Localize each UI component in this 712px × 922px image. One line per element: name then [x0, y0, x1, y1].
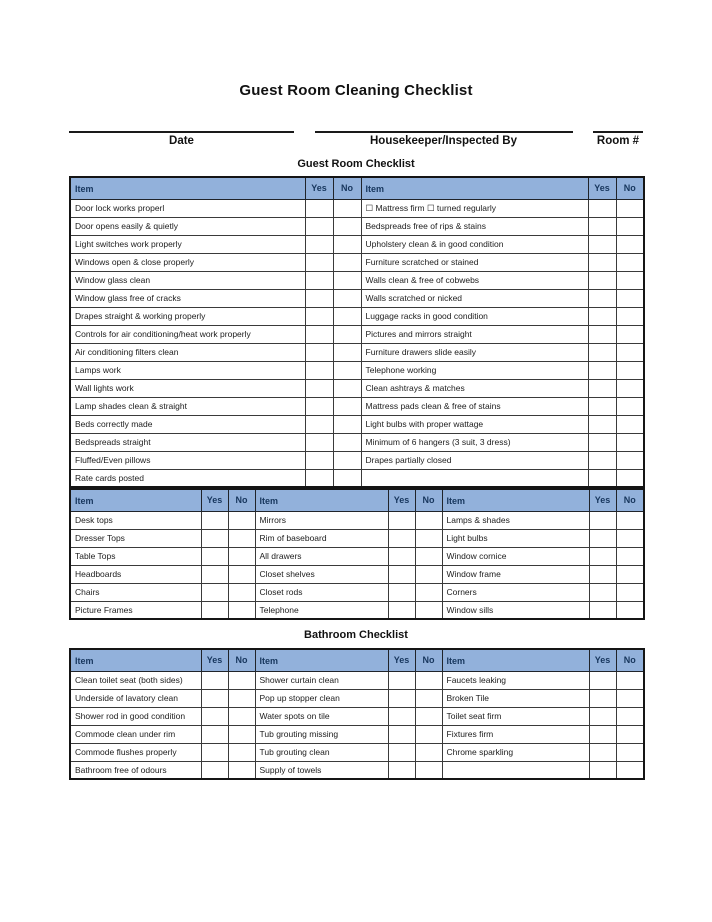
item-cell: Controls for air conditioning/heat work properly [70, 325, 305, 343]
table-header-row [70, 177, 644, 199]
item-cell: Supply of towels [255, 761, 388, 779]
no-checkbox-cell[interactable] [616, 217, 644, 235]
item-cell: Desk tops [70, 511, 201, 529]
table-row [70, 743, 644, 761]
no-checkbox-cell[interactable] [415, 689, 442, 707]
item-cell: Table Tops [70, 547, 201, 565]
no-checkbox-cell[interactable] [616, 343, 644, 361]
no-checkbox-cell[interactable] [333, 451, 361, 469]
yes-checkbox-cell[interactable] [201, 529, 228, 547]
no-checkbox-cell[interactable] [228, 583, 255, 601]
item-cell: Upholstery clean & in good condition [361, 235, 588, 253]
yes-checkbox-cell[interactable] [588, 307, 616, 325]
no-checkbox-cell[interactable] [228, 547, 255, 565]
item-column-header: Item [442, 489, 589, 511]
no-checkbox-cell[interactable] [616, 601, 644, 619]
bathroom-checklist-table [69, 648, 645, 780]
no-column-header: No [616, 177, 644, 199]
yes-checkbox-cell[interactable] [589, 761, 616, 779]
no-checkbox-cell[interactable] [616, 451, 644, 469]
yes-checkbox-cell[interactable] [388, 583, 415, 601]
item-cell: Corners [442, 583, 589, 601]
no-checkbox-cell[interactable] [616, 397, 644, 415]
table-row [70, 397, 644, 415]
item-cell [442, 761, 589, 779]
item-cell: Mirrors [255, 511, 388, 529]
yes-checkbox-cell[interactable] [201, 565, 228, 583]
item-cell: All drawers [255, 547, 388, 565]
item-cell: Door opens easily & quietly [70, 217, 305, 235]
yes-checkbox-cell[interactable] [388, 689, 415, 707]
room-number-input-line[interactable] [593, 121, 643, 133]
item-column-header: Item [70, 489, 201, 511]
no-checkbox-cell[interactable] [415, 565, 442, 583]
no-column-header: No [415, 489, 442, 511]
yes-column-header: Yes [588, 177, 616, 199]
item-cell: Light bulbs [442, 529, 589, 547]
yes-checkbox-cell[interactable] [589, 547, 616, 565]
no-checkbox-cell[interactable] [333, 433, 361, 451]
no-checkbox-cell[interactable] [415, 583, 442, 601]
no-checkbox-cell[interactable] [333, 361, 361, 379]
item-cell: Headboards [70, 565, 201, 583]
no-checkbox-cell[interactable] [333, 469, 361, 487]
item-cell: Minimum of 6 hangers (3 suit, 3 dress) [361, 433, 588, 451]
item-cell: Walls clean & free of cobwebs [361, 271, 588, 289]
item-cell: Water spots on tile [255, 707, 388, 725]
table-row [70, 343, 644, 361]
housekeeper-field [315, 121, 573, 147]
item-cell: Telephone working [361, 361, 588, 379]
table-header-row [70, 649, 644, 671]
item-cell: Chairs [70, 583, 201, 601]
no-checkbox-cell[interactable] [415, 671, 442, 689]
no-checkbox-cell[interactable] [616, 725, 644, 743]
yes-checkbox-cell[interactable] [588, 289, 616, 307]
item-cell: Lamp shades clean & straight [70, 397, 305, 415]
no-column-header: No [333, 177, 361, 199]
room-number-field [593, 121, 643, 147]
no-checkbox-cell[interactable] [333, 199, 361, 217]
item-cell: Bathroom free of odours [70, 761, 201, 779]
yes-checkbox-cell[interactable] [589, 511, 616, 529]
guest-room-surfaces-table [69, 488, 645, 620]
item-cell: Broken Tile [442, 689, 589, 707]
yes-checkbox-cell[interactable] [201, 725, 228, 743]
no-checkbox-cell[interactable] [333, 271, 361, 289]
item-cell [361, 469, 588, 487]
no-checkbox-cell[interactable] [616, 761, 644, 779]
item-cell: Picture Frames [70, 601, 201, 619]
no-checkbox-cell[interactable] [616, 433, 644, 451]
no-checkbox-cell[interactable] [415, 601, 442, 619]
item-cell: Wall lights work [70, 379, 305, 397]
item-cell: Bedspreads straight [70, 433, 305, 451]
yes-checkbox-cell[interactable] [201, 511, 228, 529]
item-cell: Drapes partially closed [361, 451, 588, 469]
no-checkbox-cell[interactable] [616, 415, 644, 433]
item-cell: Door lock works properl [70, 199, 305, 217]
table-header-row [70, 489, 644, 511]
no-checkbox-cell[interactable] [333, 289, 361, 307]
yes-column-header: Yes [388, 489, 415, 511]
item-cell: Shower curtain clean [255, 671, 388, 689]
item-cell: Pictures and mirrors straight [361, 325, 588, 343]
no-checkbox-cell[interactable] [333, 343, 361, 361]
item-cell: Rate cards posted [70, 469, 305, 487]
yes-checkbox-cell[interactable] [588, 271, 616, 289]
table-row [70, 199, 644, 217]
yes-checkbox-cell[interactable] [305, 397, 333, 415]
yes-checkbox-cell[interactable] [388, 707, 415, 725]
no-checkbox-cell[interactable] [415, 743, 442, 761]
item-cell: Shower rod in good condition [70, 707, 201, 725]
yes-checkbox-cell[interactable] [305, 289, 333, 307]
item-cell: Window sills [442, 601, 589, 619]
no-checkbox-cell[interactable] [228, 601, 255, 619]
item-column-header: Item [255, 649, 388, 671]
no-checkbox-cell[interactable] [415, 511, 442, 529]
no-checkbox-cell[interactable] [616, 671, 644, 689]
item-cell: Furniture drawers slide easily [361, 343, 588, 361]
item-cell: Clean toilet seat (both sides) [70, 671, 201, 689]
yes-checkbox-cell[interactable] [201, 583, 228, 601]
yes-checkbox-cell[interactable] [589, 725, 616, 743]
no-checkbox-cell[interactable] [415, 547, 442, 565]
yes-checkbox-cell[interactable] [201, 707, 228, 725]
table-row [70, 289, 644, 307]
item-cell: Underside of lavatory clean [70, 689, 201, 707]
guest-room-checklist-table [69, 176, 645, 488]
yes-checkbox-cell[interactable] [388, 671, 415, 689]
bathroom-section-title: Bathroom Checklist [304, 629, 408, 641]
yes-checkbox-cell[interactable] [305, 217, 333, 235]
table-row [70, 707, 644, 725]
yes-checkbox-cell[interactable] [588, 379, 616, 397]
item-cell: Window glass free of cracks [70, 289, 305, 307]
yes-checkbox-cell[interactable] [201, 761, 228, 779]
table-row [70, 529, 644, 547]
no-checkbox-cell[interactable] [616, 529, 644, 547]
table-row [70, 379, 644, 397]
no-checkbox-cell[interactable] [415, 529, 442, 547]
table-row [70, 307, 644, 325]
no-checkbox-cell[interactable] [616, 707, 644, 725]
no-column-header: No [228, 649, 255, 671]
yes-checkbox-cell[interactable] [305, 271, 333, 289]
item-cell: ☐ Mattress firm ☐ turned regularly [361, 199, 588, 217]
table-row [70, 235, 644, 253]
item-cell: Fluffed/Even pillows [70, 451, 305, 469]
yes-checkbox-cell[interactable] [305, 325, 333, 343]
yes-checkbox-cell[interactable] [305, 451, 333, 469]
item-cell: Air conditioning filters clean [70, 343, 305, 361]
yes-checkbox-cell[interactable] [201, 671, 228, 689]
item-cell: Lamps work [70, 361, 305, 379]
no-checkbox-cell[interactable] [228, 565, 255, 583]
no-checkbox-cell[interactable] [228, 743, 255, 761]
item-cell: Walls scratched or nicked [361, 289, 588, 307]
item-column-header: Item [361, 177, 588, 199]
yes-checkbox-cell[interactable] [588, 343, 616, 361]
table-row [70, 361, 644, 379]
yes-column-header: Yes [201, 489, 228, 511]
no-checkbox-cell[interactable] [333, 253, 361, 271]
no-checkbox-cell[interactable] [616, 565, 644, 583]
no-checkbox-cell[interactable] [333, 325, 361, 343]
no-checkbox-cell[interactable] [333, 379, 361, 397]
table-row [70, 583, 644, 601]
date-field [69, 121, 294, 147]
no-checkbox-cell[interactable] [616, 271, 644, 289]
table-row [70, 469, 644, 487]
no-checkbox-cell[interactable] [616, 325, 644, 343]
item-cell: Furniture scratched or stained [361, 253, 588, 271]
table-row [70, 325, 644, 343]
item-cell: Telephone [255, 601, 388, 619]
yes-checkbox-cell[interactable] [588, 361, 616, 379]
yes-checkbox-cell[interactable] [388, 565, 415, 583]
item-cell: Light bulbs with proper wattage [361, 415, 588, 433]
housekeeper-label: Housekeeper/Inspected By [369, 135, 517, 147]
item-cell: Faucets leaking [442, 671, 589, 689]
yes-checkbox-cell[interactable] [305, 379, 333, 397]
item-cell: Beds correctly made [70, 415, 305, 433]
item-cell: Bedspreads free of rips & stains [361, 217, 588, 235]
no-checkbox-cell[interactable] [616, 743, 644, 761]
yes-checkbox-cell[interactable] [305, 235, 333, 253]
yes-checkbox-cell[interactable] [588, 199, 616, 217]
yes-checkbox-cell[interactable] [201, 601, 228, 619]
no-checkbox-cell[interactable] [228, 529, 255, 547]
item-cell: Closet rods [255, 583, 388, 601]
item-cell: Mattress pads clean & free of stains [361, 397, 588, 415]
yes-checkbox-cell[interactable] [588, 217, 616, 235]
date-input-line[interactable] [69, 121, 294, 133]
yes-checkbox-cell[interactable] [305, 343, 333, 361]
date-label: Date [169, 135, 194, 147]
no-checkbox-cell[interactable] [228, 707, 255, 725]
no-checkbox-cell[interactable] [228, 761, 255, 779]
item-cell: Dresser Tops [70, 529, 201, 547]
yes-column-header: Yes [201, 649, 228, 671]
page-title: Guest Room Cleaning Checklist [239, 82, 473, 99]
yes-checkbox-cell[interactable] [388, 743, 415, 761]
table-row [70, 511, 644, 529]
item-cell: Luggage racks in good condition [361, 307, 588, 325]
yes-checkbox-cell[interactable] [305, 433, 333, 451]
yes-checkbox-cell[interactable] [588, 325, 616, 343]
no-checkbox-cell[interactable] [415, 707, 442, 725]
no-checkbox-cell[interactable] [333, 415, 361, 433]
yes-checkbox-cell[interactable] [388, 601, 415, 619]
item-cell: Window cornice [442, 547, 589, 565]
no-checkbox-cell[interactable] [616, 253, 644, 271]
no-checkbox-cell[interactable] [228, 689, 255, 707]
table-row [70, 565, 644, 583]
item-column-header: Item [442, 649, 589, 671]
table-row [70, 725, 644, 743]
yes-checkbox-cell[interactable] [589, 707, 616, 725]
yes-checkbox-cell[interactable] [305, 361, 333, 379]
yes-checkbox-cell[interactable] [588, 469, 616, 487]
no-checkbox-cell[interactable] [616, 199, 644, 217]
yes-checkbox-cell[interactable] [588, 253, 616, 271]
no-checkbox-cell[interactable] [415, 725, 442, 743]
yes-checkbox-cell[interactable] [388, 547, 415, 565]
table-row [70, 671, 644, 689]
yes-checkbox-cell[interactable] [589, 601, 616, 619]
yes-checkbox-cell[interactable] [588, 433, 616, 451]
guest-room-section-title: Guest Room Checklist [297, 158, 415, 170]
yes-checkbox-cell[interactable] [201, 689, 228, 707]
table-row [70, 415, 644, 433]
item-cell: Window frame [442, 565, 589, 583]
no-checkbox-cell[interactable] [616, 307, 644, 325]
yes-checkbox-cell[interactable] [388, 761, 415, 779]
no-checkbox-cell[interactable] [333, 217, 361, 235]
item-cell: Tub grouting clean [255, 743, 388, 761]
item-cell: Drapes straight & working properly [70, 307, 305, 325]
item-cell: Commode clean under rim [70, 725, 201, 743]
no-column-header: No [616, 489, 644, 511]
yes-checkbox-cell[interactable] [305, 307, 333, 325]
item-cell: Window glass clean [70, 271, 305, 289]
yes-column-header: Yes [589, 649, 616, 671]
no-checkbox-cell[interactable] [333, 397, 361, 415]
no-column-header: No [616, 649, 644, 671]
item-cell: Windows open & close properly [70, 253, 305, 271]
yes-checkbox-cell[interactable] [588, 397, 616, 415]
item-column-header: Item [70, 649, 201, 671]
item-column-header: Item [255, 489, 388, 511]
table-row [70, 433, 644, 451]
item-cell: Light switches work properly [70, 235, 305, 253]
item-cell: Chrome sparkling [442, 743, 589, 761]
item-cell: Pop up stopper clean [255, 689, 388, 707]
no-checkbox-cell[interactable] [228, 671, 255, 689]
table-row [70, 601, 644, 619]
no-checkbox-cell[interactable] [616, 235, 644, 253]
yes-checkbox-cell[interactable] [305, 415, 333, 433]
no-checkbox-cell[interactable] [616, 689, 644, 707]
no-checkbox-cell[interactable] [616, 511, 644, 529]
yes-checkbox-cell[interactable] [589, 583, 616, 601]
no-checkbox-cell[interactable] [228, 725, 255, 743]
no-checkbox-cell[interactable] [616, 289, 644, 307]
no-checkbox-cell[interactable] [616, 469, 644, 487]
no-checkbox-cell[interactable] [333, 235, 361, 253]
table-row [70, 451, 644, 469]
item-cell: Clean ashtrays & matches [361, 379, 588, 397]
yes-column-header: Yes [305, 177, 333, 199]
yes-checkbox-cell[interactable] [388, 725, 415, 743]
yes-checkbox-cell[interactable] [589, 565, 616, 583]
item-column-header: Item [70, 177, 305, 199]
yes-checkbox-cell[interactable] [305, 469, 333, 487]
room-number-label: Room # [596, 135, 640, 147]
yes-checkbox-cell[interactable] [201, 743, 228, 761]
table-row [70, 761, 644, 779]
item-cell: Lamps & shades [442, 511, 589, 529]
table-row [70, 547, 644, 565]
signature-row [69, 121, 643, 147]
no-column-header: No [415, 649, 442, 671]
yes-checkbox-cell[interactable] [388, 511, 415, 529]
no-column-header: No [228, 489, 255, 511]
no-checkbox-cell[interactable] [616, 379, 644, 397]
yes-checkbox-cell[interactable] [201, 547, 228, 565]
no-checkbox-cell[interactable] [228, 511, 255, 529]
table-row [70, 253, 644, 271]
table-row [70, 217, 644, 235]
yes-column-header: Yes [589, 489, 616, 511]
item-cell: Rim of baseboard [255, 529, 388, 547]
item-cell: Commode flushes properly [70, 743, 201, 761]
yes-checkbox-cell[interactable] [588, 415, 616, 433]
item-cell: Tub grouting missing [255, 725, 388, 743]
yes-checkbox-cell[interactable] [588, 451, 616, 469]
no-checkbox-cell[interactable] [616, 583, 644, 601]
no-checkbox-cell[interactable] [616, 361, 644, 379]
yes-column-header: Yes [388, 649, 415, 671]
yes-checkbox-cell[interactable] [589, 529, 616, 547]
table-row [70, 271, 644, 289]
yes-checkbox-cell[interactable] [589, 743, 616, 761]
no-checkbox-cell[interactable] [415, 761, 442, 779]
housekeeper-input-line[interactable] [315, 121, 573, 133]
yes-checkbox-cell[interactable] [388, 529, 415, 547]
item-cell: Closet shelves [255, 565, 388, 583]
yes-checkbox-cell[interactable] [588, 235, 616, 253]
item-cell: Toilet seat firm [442, 707, 589, 725]
no-checkbox-cell[interactable] [333, 307, 361, 325]
item-cell: Fixtures firm [442, 725, 589, 743]
yes-checkbox-cell[interactable] [305, 253, 333, 271]
yes-checkbox-cell[interactable] [305, 199, 333, 217]
yes-checkbox-cell[interactable] [589, 671, 616, 689]
yes-checkbox-cell[interactable] [589, 689, 616, 707]
table-row [70, 689, 644, 707]
no-checkbox-cell[interactable] [616, 547, 644, 565]
